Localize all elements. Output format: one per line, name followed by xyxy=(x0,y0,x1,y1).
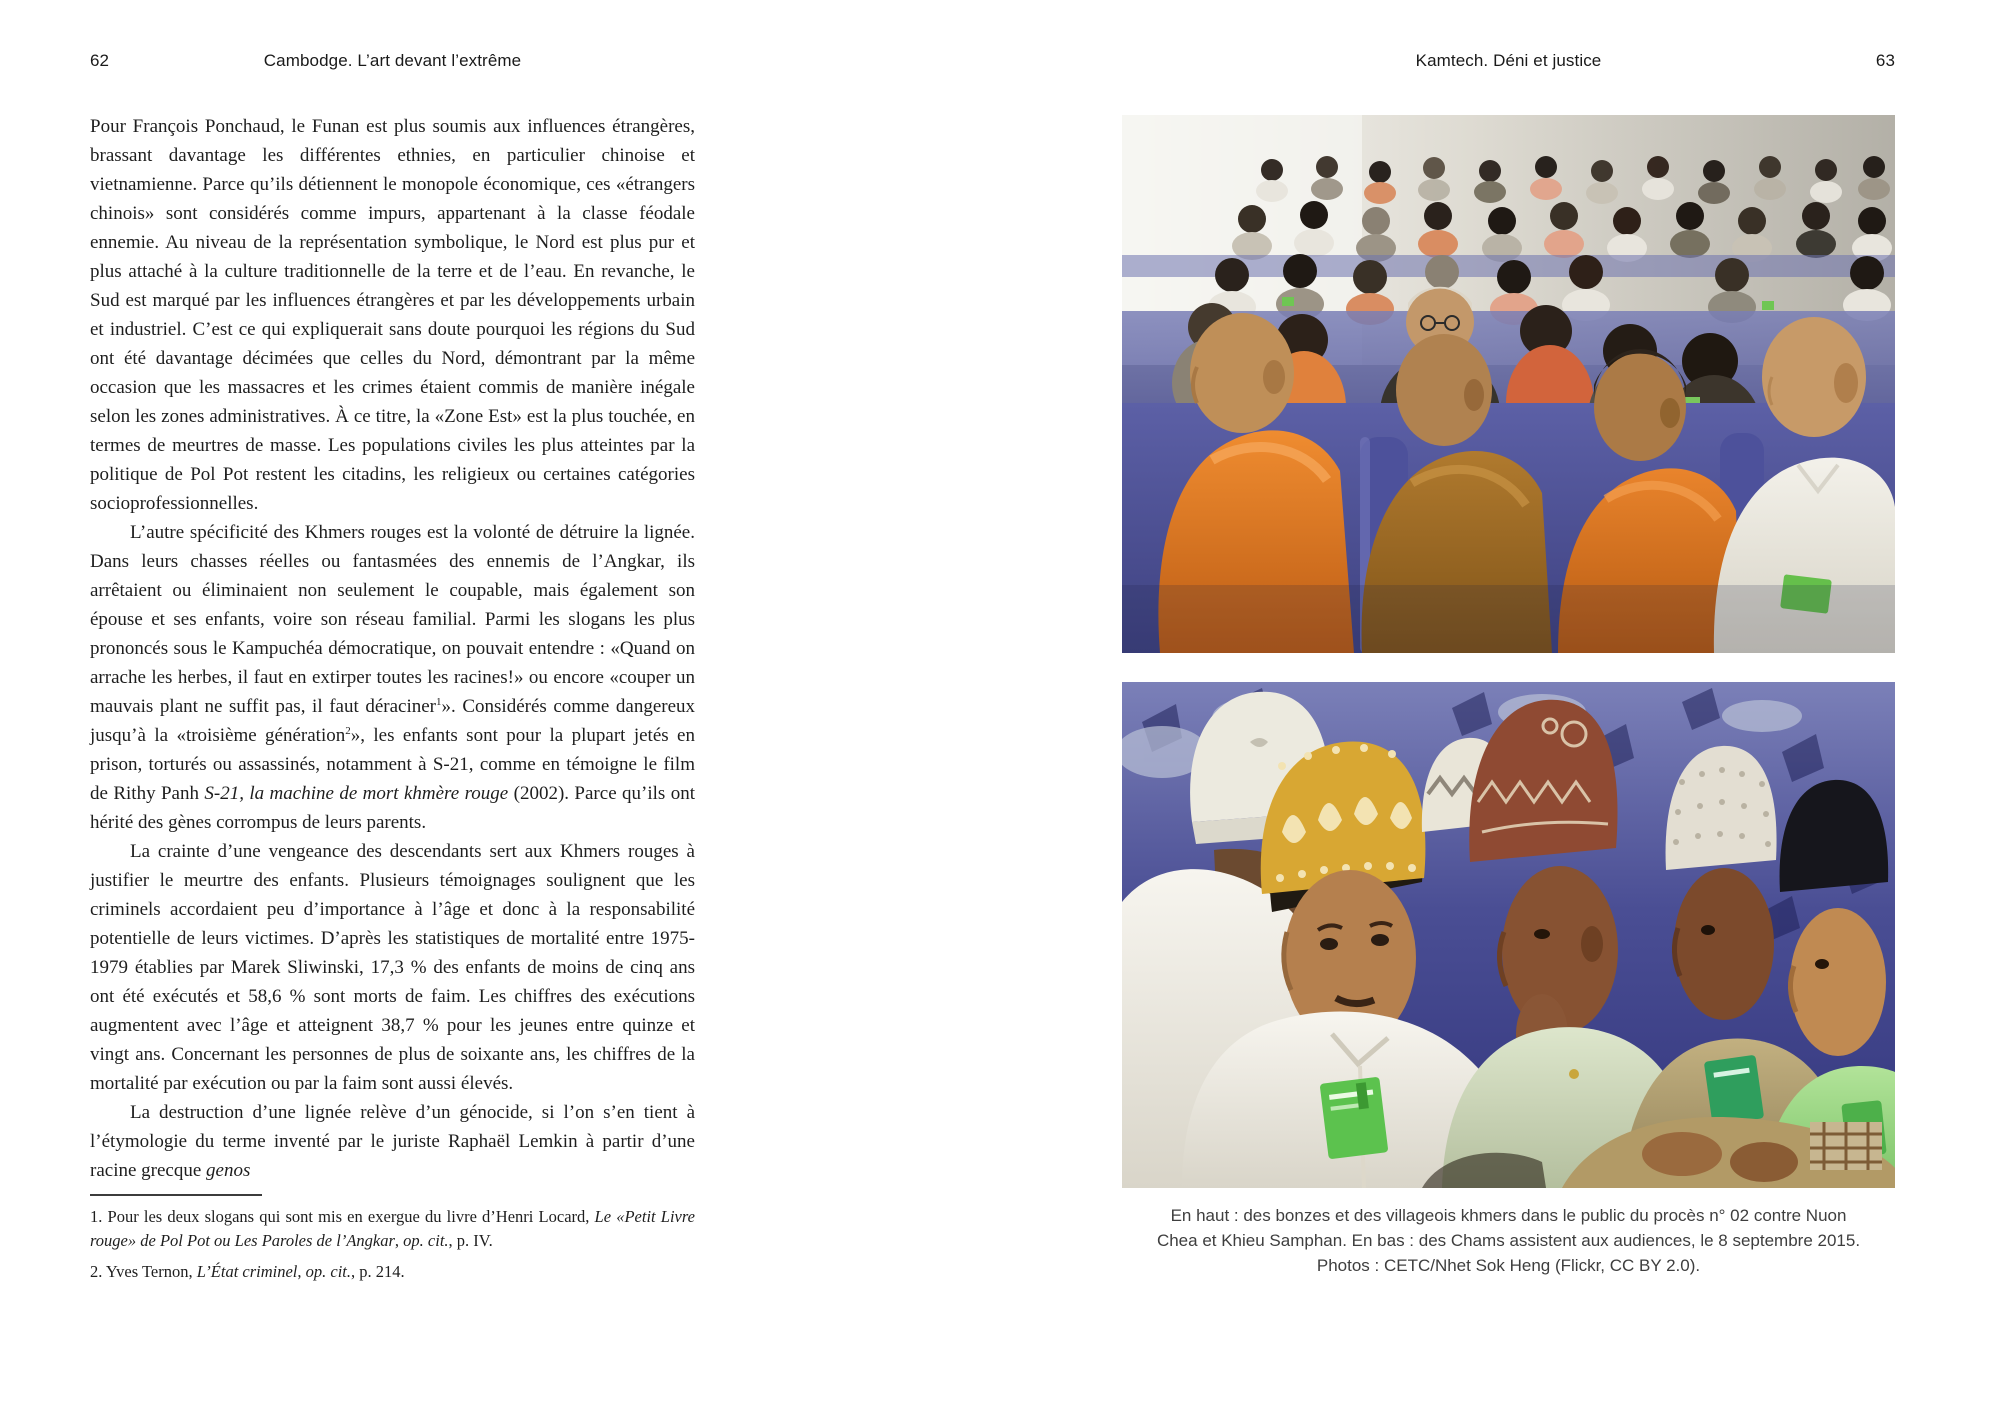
photo-cham-audience xyxy=(1122,682,1895,1188)
footnote-divider xyxy=(90,1194,262,1196)
plaid-krama xyxy=(1810,1122,1882,1170)
face xyxy=(1790,908,1886,1056)
body-paragraph-4: La destruction d’une lignée relève d’un génocide, si l’on s’en tient à l’étymologie du terme inventé par le juriste Raphaël Lemkin à partir d’une racine grecque genos xyxy=(90,1102,695,1181)
green-badge xyxy=(1762,301,1774,310)
body-paragraph-3: La crainte d’une vengeance des descendants sert aux Khmers rouges à justifier le meurtre des enfants. Plusieurs témoignages soulignent que les criminels accordaient peu d’importance à l’âge et donc à la responsabilité potentielle de leurs victimes. D’après les statistiques de mortalité entre 1975-1979 établies par Marek Sliwinski, 17,3 % des enfants de moins de cinq ans ont été exécutés et 58,6 % sont morts de faim. Les chiffres des exécutions augmentent avec l’âge et atteignent 38,7 % pour les jeunes entre quinze et vingt ans. Concernant les personnes de plus de soixante ans, les chiffres de la mortalité par exécution ou par la faim sont aussi élevés. xyxy=(90,841,695,1094)
running-title-right: Kamtech. Déni et justice xyxy=(1415,51,1602,70)
green-badge xyxy=(1320,1077,1389,1160)
clasped-hands xyxy=(1642,1132,1722,1176)
green-badge xyxy=(1704,1055,1764,1126)
face xyxy=(1674,868,1774,1020)
green-badge xyxy=(1282,297,1294,306)
photo-caption xyxy=(1122,1203,1895,1278)
caption-line-2: Chea et Khieu Samphan. En bas : des Chams assistent aux audiences, le 8 septembre 2015. xyxy=(1156,1231,1861,1250)
caption-line-1: En haut : des bonzes et des villageois khmers dans le public du procès n° 02 contre Nuon xyxy=(1170,1206,1847,1225)
footnotes xyxy=(90,1194,695,1291)
body-paragraph-1: Pour François Ponchaud, le Funan est plus soumis aux influences étrangères, brassant davantage les différentes ethnies, en particulier chinoise et vietnamienne. Parce qu’ils détiennent le monopole économique, ces «étrangers chinois» sont considérés comme impurs, appartenant à la classe féodale ennemie. Au niveau de la représentation symbolique, le Nord est plus pur et plus attaché à la culture traditionnelle de la terre et de l’eau. En revanche, le Sud est marqué par les influences étrangères et par les développements urbain et industriel. C’est ce qui expliquerait sans doute pourquoi les régions du Sud ont été davantage décimées que celles du Nord, démontrant par la même occasion que les massacres et les crimes étaient commis de manière inégale selon les zones administratives. À ce titre, la «Zone Est» est la plus touchée, en termes de meurtres de masse. Les populations civiles les plus atteintes par la politique de Pol Pot restent les citadins, les religieux ou certaines catégories socioprofessionnelles. xyxy=(90,116,695,514)
bottom-shadow xyxy=(1122,585,1895,653)
page-number-left: 62 xyxy=(90,51,110,70)
photo-top-illustration xyxy=(1122,115,1895,653)
left-page-body xyxy=(90,112,695,1185)
footnote-1: 1. Pour les deux slogans qui sont mis en exergue du livre d’Henri Locard, Le «Petit Livre rouge» de Pol Pot ou Les Paroles de l’Angkar, op. cit., p. IV. xyxy=(90,1207,695,1250)
caption-line-3: Photos : CETC/Nhet Sok Heng (Flickr, CC BY 2.0). xyxy=(1316,1256,1701,1275)
page-number-right: 63 xyxy=(1875,51,1895,70)
clasped-hands xyxy=(1730,1142,1798,1182)
photo-bottom-illustration xyxy=(1122,682,1895,1188)
running-title-left: Cambodge. L’art devant l’extrême xyxy=(263,51,522,70)
body-paragraph-2: L’autre spécificité des Khmers rouges est la volonté de détruire la lignée. Dans leurs chasses réelles ou fantasmées des ennemis de l’Angkar, ils arrêtaient ou éliminaient non seulement le coupable, mais également son épouse et ses enfants, voire son réseau familial. Parmi les slogans les plus prononcés sous le Kampuchéa démocratique, on pouvait entendre : «Quand on arrache les herbes, il faut en extirper toutes les racines!» ou encore «couper un mauvais plant ne suffit pas, il faut déraciner$^1$». Considérés comme dangereux jusqu’à la «troisième génération$^2$», les enfants sont pour la plupart jetés en prison, torturés ou assassinés, notamment à S-21, comme en témoigne le film de Rithy Panh S-21, la machine de mort khmère rouge (2002). Parce qu’ils ont hérité des gènes corrompus de leurs parents. xyxy=(90,522,696,833)
photo-courtroom-monks xyxy=(1122,115,1895,653)
footnote-2: 2. Yves Ternon, L’État criminel, op. cit., p. 214. xyxy=(90,1262,405,1281)
